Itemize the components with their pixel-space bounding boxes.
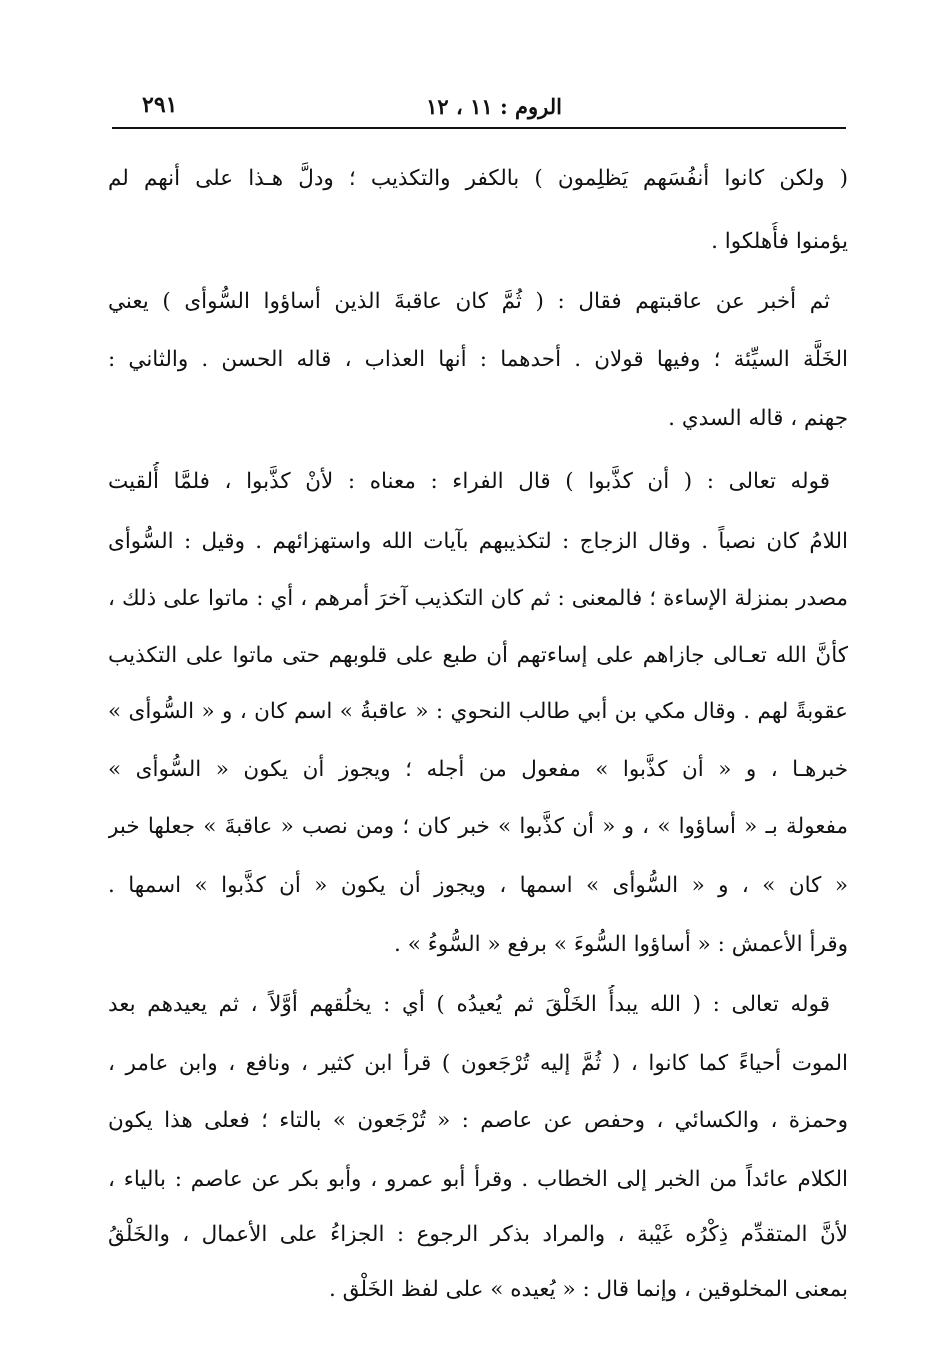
- running-title: الروم : ١١ ، ١٢: [426, 94, 562, 119]
- text-line: الكلام عائداً من الخبر إلى الخطاب . وقرأ أبو عمرو ، وأبو بكر عن عاصم : بالياء ،: [108, 1167, 848, 1192]
- text-line: ( ولكن كانوا أنفُسَهم يَظلِمون ) بالكفر والتكذيب ؛ ودلَّ هـذا على أنهم لم: [108, 166, 848, 191]
- running-head: [112, 90, 844, 124]
- text-line: « كان » ، و « السُّوأى » اسمها ، ويجوز أن يكون « أن كذَّبوا » اسمها .: [108, 873, 848, 898]
- header-rule: [112, 127, 846, 129]
- text-line: ثم أخبر عن عاقبتهم فقال : ( ثُمَّ كان عاقبةَ الذين أساؤوا السُّوأى ) يعني: [108, 289, 830, 314]
- text-line: لأنَّ المتقدِّم ذِكْرُه غَيْبة ، والمراد بذكر الرجوع : الجزاءُ على الأعمال ، والخَلْقُ: [108, 1222, 848, 1247]
- text-line: جهنم ، قاله السدي .: [668, 406, 848, 431]
- text-line: الخَلَّة السيِّئة ؛ وفيها قولان . أحدهما : أنها العذاب ، قاله الحسن . والثاني :: [108, 347, 848, 372]
- text-line: وحمزة ، والكسائي ، وحفص عن عاصم : « تُرْجَعون » بالتاء ؛ فعلى هذا يكون: [108, 1108, 848, 1133]
- text-line: مفعولة بـ « أساؤوا » ، و « أن كذَّبوا » خبر كان ؛ ومن نصب « عاقبةَ » جعلها خبر: [108, 814, 848, 839]
- text-line: خبرهـا ، و « أن كذَّبوا » مفعول من أجله ؛ ويجوز أن يكون « السُّوأى »: [108, 757, 848, 782]
- text-line: بمعنى المخلوقين ، وإنما قال : « يُعيده » على لفظ الخَلْق .: [328, 1277, 848, 1302]
- text-line: اللامُ كان نصباً . وقال الزجاج : لتكذيبهم بآيات الله واستهزائهم . وقيل : السُّوأى: [108, 529, 848, 554]
- text-line: مصدر بمنزلة الإساءة ؛ فالمعنى : ثم كان التكذيب آخرَ أمرهم ، أي : ماتوا على ذلك ،: [108, 586, 848, 611]
- text-line: قوله تعالى : ( الله يبدأُ الخَلْقَ ثم يُعيدُه ) أي : يخلُقهم أوَّلاً ، ثم يعيدهم بعد: [108, 992, 830, 1017]
- text-line: عقوبةً لهم . وقال مكي بن أبي طالب النحوي : « عاقبةُ » اسم كان ، و « السُّوأى »: [108, 699, 848, 724]
- text-line: وقرأ الأعمش : « أساؤوا السُّوءَ » برفع « السُّوءُ » .: [394, 932, 848, 957]
- text-line: الموت أحياءً كما كانوا ، ( ثُمَّ إليه تُرْجَعون ) قرأ ابن كثير ، ونافع ، وابن عامر ،: [108, 1051, 848, 1076]
- text-line: قوله تعالى : ( أن كذَّبوا ) قال الفراء : معناه : لأنْ كذَّبوا ، فلمَّا أُلقيت: [108, 469, 830, 494]
- page-number: ٢٩١: [142, 92, 178, 118]
- text-line: كأنَّ الله تعـالى جازاهم على إساءتهم أن طبع على قلوبهم حتى ماتوا على التكذيب: [108, 643, 848, 668]
- text-line: يؤمنوا فأُهلكوا .: [711, 229, 848, 254]
